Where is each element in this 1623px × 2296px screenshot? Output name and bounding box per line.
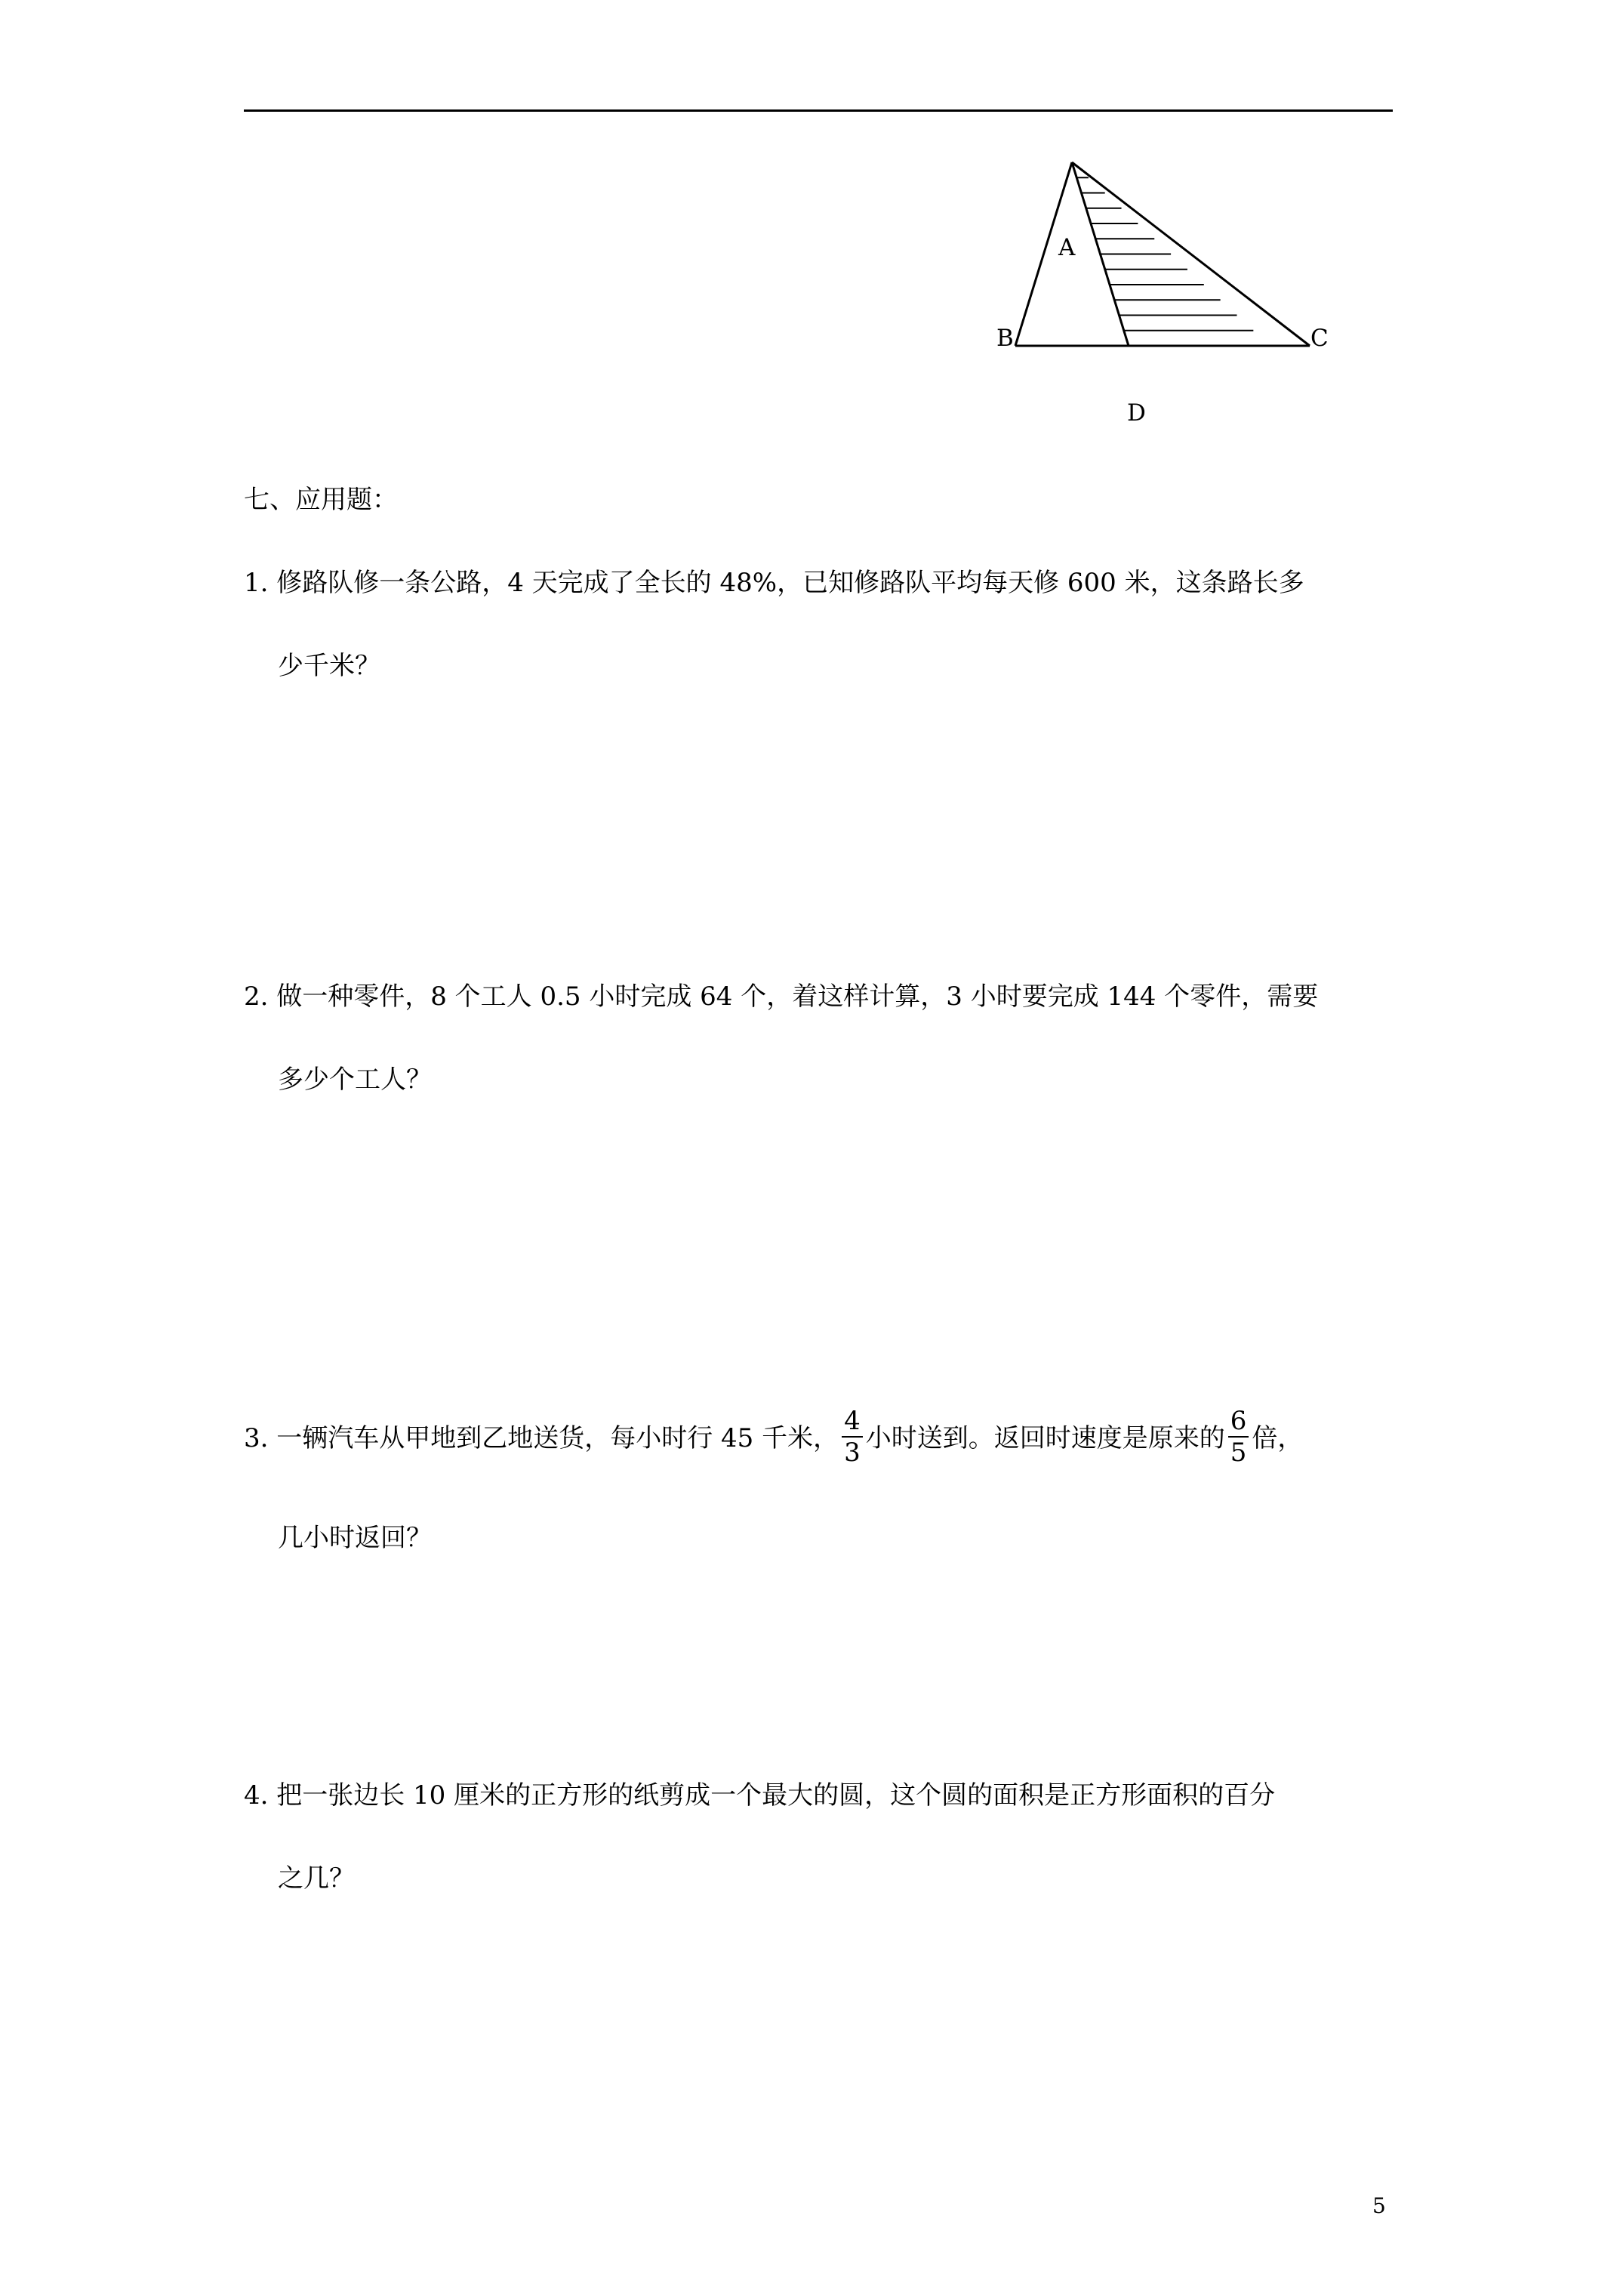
question-3-text-a: 3. 一辆汽车从甲地到乙地送货，每小时行 45 千米，: [244, 1423, 839, 1453]
section-title: 七、应用题：: [244, 485, 398, 515]
question-1-line-1: 1. 修路队修一条公路，4 天完成了全长的 48%，已知修路队平均每天修 600 米，这条路长多: [244, 568, 1304, 598]
fraction-denominator: 5: [1230, 1438, 1247, 1468]
question-2-line-1: 2. 做一种零件，8 个工人 0.5 小时完成 64 个，着这样计算，3 小时要完成 144 个零件，需要: [244, 982, 1319, 1012]
question-3-text-b: 小时送到。返回时速度是原来的: [865, 1423, 1225, 1453]
page-number: 5: [1372, 2193, 1386, 2218]
label-d: D: [1127, 399, 1146, 427]
fraction-numerator: 6: [1230, 1406, 1247, 1436]
fraction-numerator: 4: [844, 1406, 861, 1436]
fraction-four-thirds: [842, 1407, 863, 1466]
question-4-line-2: 之几？: [278, 1863, 355, 1894]
question-3-line-1: [244, 1406, 1304, 1469]
question-1-line-2: 少千米？: [278, 651, 380, 681]
fraction-six-fifths: [1228, 1407, 1249, 1466]
question-3-text-c: 倍，: [1252, 1423, 1304, 1453]
fraction-denominator: 3: [844, 1438, 861, 1468]
question-3-line-2: 几小时返回？: [278, 1523, 432, 1553]
label-a: A: [1058, 234, 1076, 261]
question-2-line-2: 多少个工人？: [278, 1065, 432, 1095]
hatch-lines: [1076, 177, 1253, 331]
triangle-diagram: [974, 143, 1351, 445]
label-b: B: [996, 325, 1014, 352]
question-4-line-1: 4. 把一张边长 10 厘米的正方形的纸剪成一个最大的圆，这个圆的面积是正方形面积的百分: [244, 1780, 1276, 1811]
label-c: C: [1310, 325, 1329, 352]
triangle-figure: [974, 143, 1351, 445]
header-rule: [244, 109, 1393, 112]
